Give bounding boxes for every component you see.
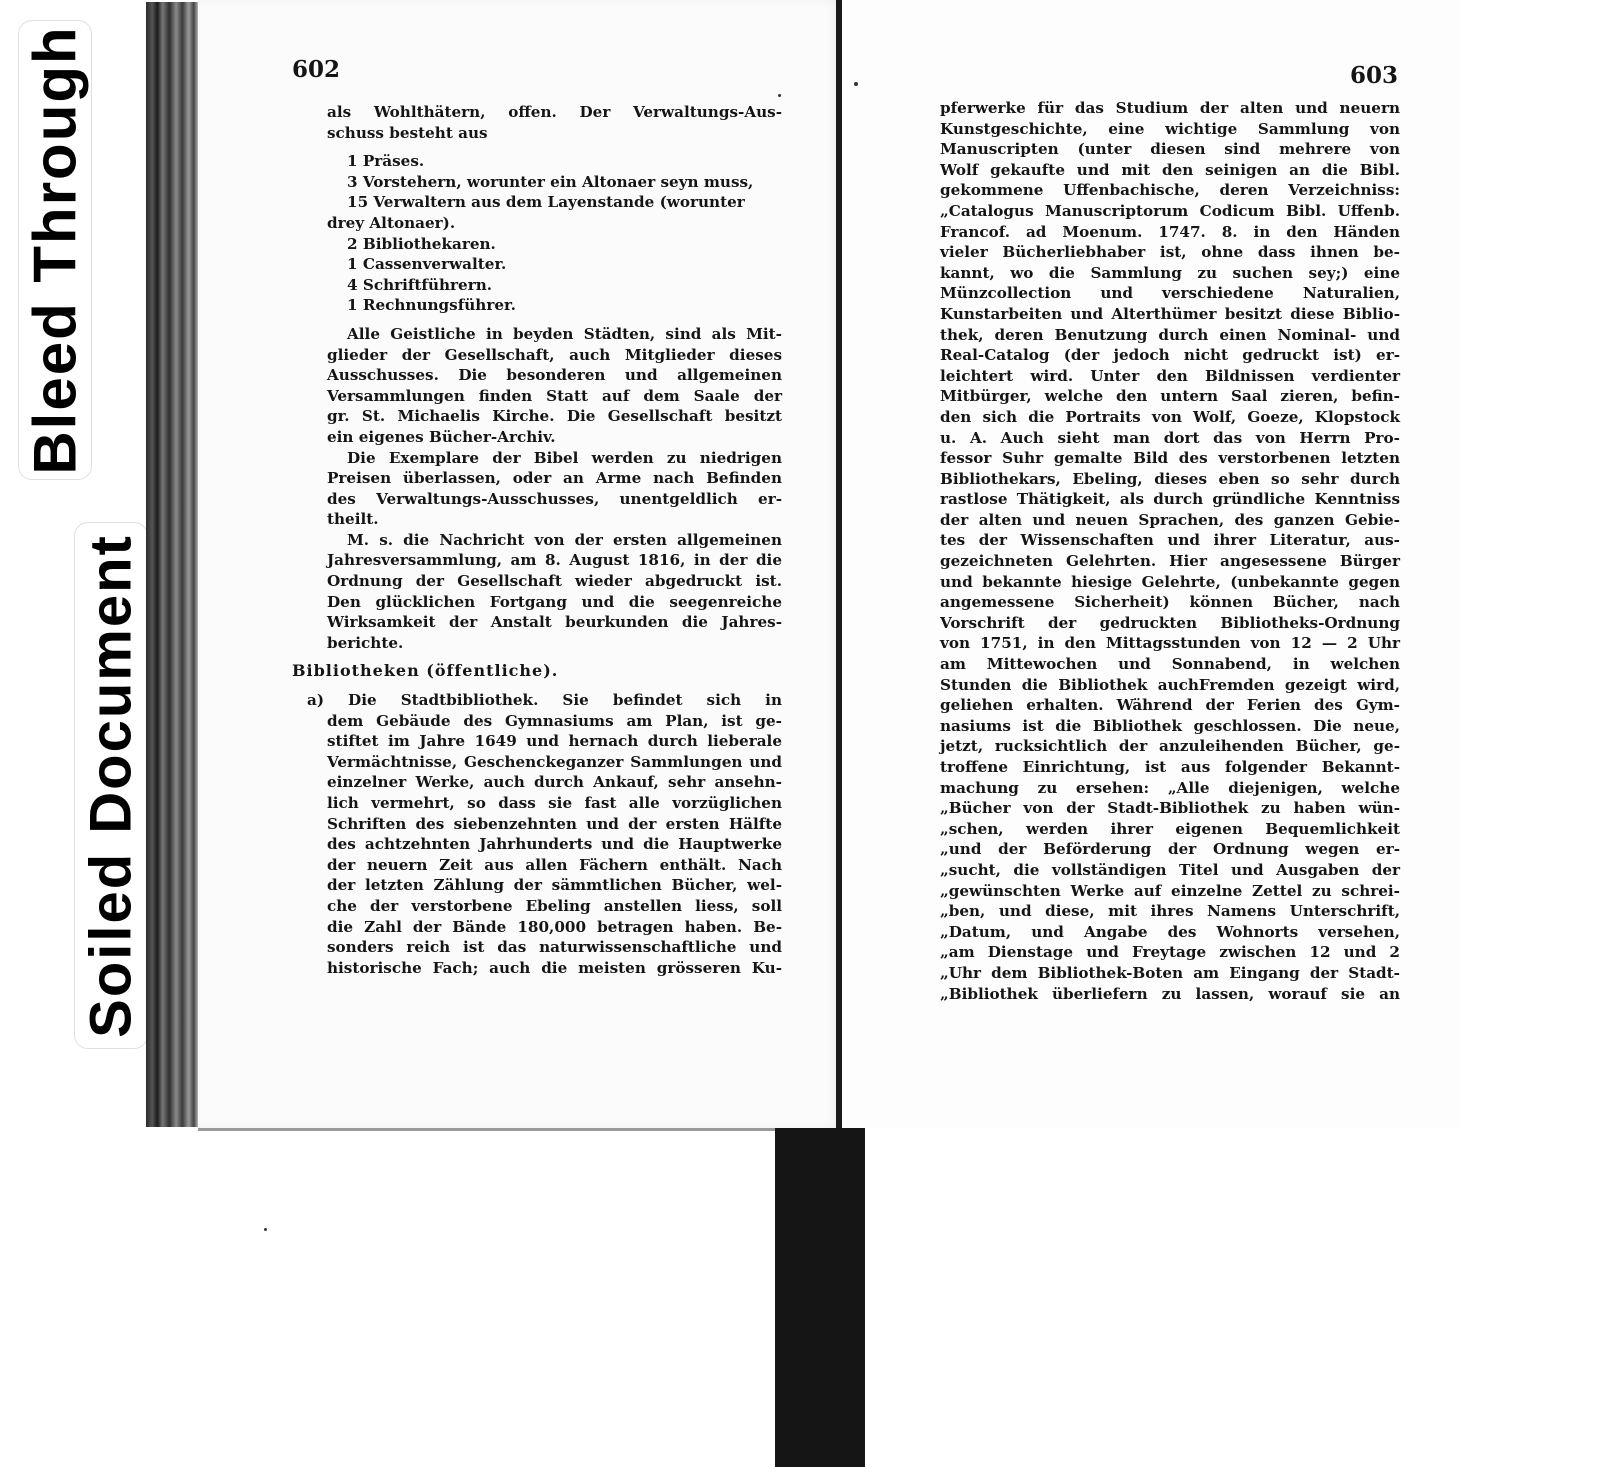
text-line: „Catalogus Manuscriptorum Codicum Bibl. Uffenb. [940,201,1400,220]
list-item: 1 Cassenverwalter. [347,255,507,274]
bleed-through-label [18,20,92,480]
text-line: Den glücklichen Fortgang und die seegenreiche [327,592,782,611]
text-line: angemessene Sicherheit) können Bücher, nach [940,593,1400,612]
text-line: pferwerke für das Studium der alten und neuern [940,99,1400,117]
text-line: dem Gebäude des Gymnasiums am Plan, ist ge- [327,711,782,730]
text-line: geliehen erhalten. Während der Ferien des Gym- [940,696,1400,715]
text-line: einzelner Werke, auch durch Ankauf, sehr ansehn- [327,773,782,792]
soiled-document-label [74,522,148,1049]
speck [778,94,781,97]
page-number-left: 602 [292,56,341,83]
text-line: Kunstarbeiten und Alterthümer besitzt diese Biblio- [940,304,1400,323]
list-item: 3 Vorstehern, worunter ein Altonaer seyn muss, [347,172,754,191]
text-line: berichte. [327,633,404,652]
text-line: des Verwaltungs-Ausschusses, unentgeldlich er- [327,489,782,508]
text-line: troffene Einrichtung, ist aus folgender Bekannt- [940,758,1400,776]
text-line: Real-Catalog (der jedoch nicht gedruckt ist) er- [940,346,1400,365]
text-line: kannt, wo die Sammlung zu suchen sey;) eine [940,263,1400,282]
text-line: „gewünschten Werke auf einzelne Zettel zu schrei- [940,881,1400,900]
text-line: Francof. ad Moenum. 1747. 8. in den Händen [940,222,1400,241]
page-number-right: 603 [1350,62,1399,89]
text-line: Ausschusses. Die besonderen und allgemeinen [327,366,782,385]
text-line: Versammlungen finden Statt auf dem Saale der [327,386,782,405]
text-line: schuss besteht aus [327,123,488,142]
text-line: vieler Bücherliebhaber ist, ohne dass ihnen be- [940,243,1400,262]
text-line: historische Fach; auch die meisten grösseren Ku- [327,958,782,977]
list-item: 2 Bibliothekaren. [347,234,496,253]
text-line: „Bücher von der Stadt-Bibliothek zu haben wün- [940,799,1400,818]
speck [264,1228,267,1231]
text-line: „Uhr dem Bibliothek-Boten am Eingang der Stadt- [940,963,1400,982]
text-line: thek, deren Benutzung durch einen Nominal- und [940,325,1400,344]
text-line: die Zahl der Bände 180,000 betragen haben. Be- [327,917,782,936]
text-line: machung zu ersehen: „Alle diejenigen, welche [940,778,1400,797]
text-line: lich vermehrt, so dass sie fast alle vorzüglichen [327,794,782,812]
book-page-edges [146,2,198,1127]
text-line: Mitbürger, welche den untern Saal zieren, befin- [940,387,1400,406]
list-item: 15 Verwaltern aus dem Layenstande (worunter [347,193,745,212]
text-line: des achtzehnten Jahrhunderts und die Hauptwerke [327,835,782,854]
text-line: Manuscripten (unter diesen sind mehrere von [940,140,1400,159]
text-line: Kunstgeschichte, eine wichtige Sammlung von [940,119,1400,138]
text-line: von 1751, in den Mittagsstunden von 12 — 2 Uhr [940,634,1400,653]
text-line: tes der Wissenschaften und ihrer Literatur, aus- [940,531,1400,550]
text-line: Jahresversammlung, am 8. August 1816, in der die [327,551,782,570]
text-line: jetzt, rucksichtlich der anzuleihenden Bücher, ge- [940,737,1400,756]
text-line: Münzcollection und verschiedene Naturalien, [940,284,1400,303]
left-page-text [292,102,782,978]
text-line: Bibliothekars, Ebeling, dieses eben so sehr durch [940,469,1400,488]
soiled-document-label-text: Soiled Document [78,533,144,1038]
bleed-through-label-text: Bleed Through [21,25,89,475]
text-line: sonders reich ist das naturwissenschaftliche und [327,938,782,957]
text-line: gr. St. Michaelis Kirche. Die Gesellschaft besitzt [327,407,782,426]
black-ribbon [775,1128,865,1467]
text-line: gezeichneten Gelehrten. Hier angesessene Bürger [940,552,1400,571]
list-item: 4 Schriftführern. [347,275,493,294]
text-line: „und der Beförderung der Ordnung wegen er- [940,840,1400,859]
text-line: der letzten Zählung der sämmtlichen Bücher, wel- [327,876,782,895]
text-line: che der verstorbene Ebeling anstellen liess, soll [327,896,782,915]
text-line: den sich die Portraits von Wolf, Goeze, Klopstock [940,407,1400,426]
text-line: nasiums ist die Bibliothek geschlossen. Die neue, [940,716,1400,735]
text-line: u. A. Auch sieht man dort das von Herrn Pro- [940,428,1400,447]
text-line: der neuern Zeit aus allen Fächern enthält. Nach [327,855,782,874]
text-line: leichtert wird. Unter den Bildnissen verdienter [940,366,1400,385]
text-line: „sucht, die vollständigen Titel und Ausgaben der [940,860,1400,879]
list-item-continued: drey Altonaer). [327,213,456,232]
section-heading: Bibliotheken (öffentliche). [292,661,559,681]
text-line: ein eigenes Bücher-Archiv. [327,427,556,446]
text-line: Stunden die Bibliothek auchFremden gezeigt wird, [940,675,1400,694]
text-line: Wirksamkeit der Anstalt beurkunden die Jahres- [327,613,782,632]
text-line: Ordnung der Gesellschaft wieder abgedruckt ist. [327,572,782,591]
speck [854,82,858,86]
text-line: fessor Suhr gemalte Bild des verstorbenen letzten [940,449,1400,468]
text-line: der alten und neuen Sprachen, des ganzen Gebie- [940,510,1400,529]
text-line: „schen, werden ihrer eigenen Bequemlichkeit [940,819,1400,838]
right-page-text [940,98,1400,1004]
list-item: 1 Rechnungsführer. [347,296,516,315]
text-line: stiftet im Jahre 1649 und hernach durch lieberale [327,732,782,751]
text-line: Vermächtnisse, Geschenckeganzer Sammlungen und [327,752,782,771]
text-line: Die Exemplare der Bibel werden zu niedrigen [347,448,782,467]
text-line: glieder der Gesellschaft, auch Mitglieder dieses [327,345,782,364]
text-line: und bekannte hiesige Gelehrte, (unbekannte gegen [940,572,1400,591]
text-line: gekommene Uffenbachische, deren Verzeichniss: [940,181,1400,200]
book-gutter [836,0,842,1142]
text-line: Vorschrift der gedruckten Bibliotheks-Ordnung [940,613,1400,632]
text-line: als Wohlthätern, offen. Der Verwaltungs-Aus- [327,103,782,121]
text-line: „ben, und diese, mit ihres Namens Unterschrift, [940,902,1400,921]
text-line: am Mittewochen und Sonnabend, in welchen [940,655,1400,674]
text-line: Wolf gekaufte und mit den seinigen an die Bibl. [940,160,1400,179]
text-line: rastlose Thätigkeit, als durch gründliche Kenntniss [940,490,1400,509]
text-line: Preisen überlassen, oder an Arme nach Befinden [327,469,782,488]
text-line: „am Dienstage und Freytage zwischen 12 und 2 [940,943,1400,962]
text-line: M. s. die Nachricht von der ersten allgemeinen [347,530,782,549]
text-line: Alle Geistliche in beyden Städten, sind als Mit- [347,324,782,343]
text-line: Schriften des siebenzehnten und der ersten Hälfte [327,814,782,833]
text-line: „Bibliothek überliefern zu lassen, worauf sie an [940,984,1400,1003]
text-line: theilt. [327,510,379,529]
list-item: 1 Präses. [347,152,425,171]
text-line: „Datum, und Angabe des Wohnorts versehen, [940,922,1400,941]
text-line: a) Die Stadtbibliothek. Sie befindet sich in [307,691,782,710]
